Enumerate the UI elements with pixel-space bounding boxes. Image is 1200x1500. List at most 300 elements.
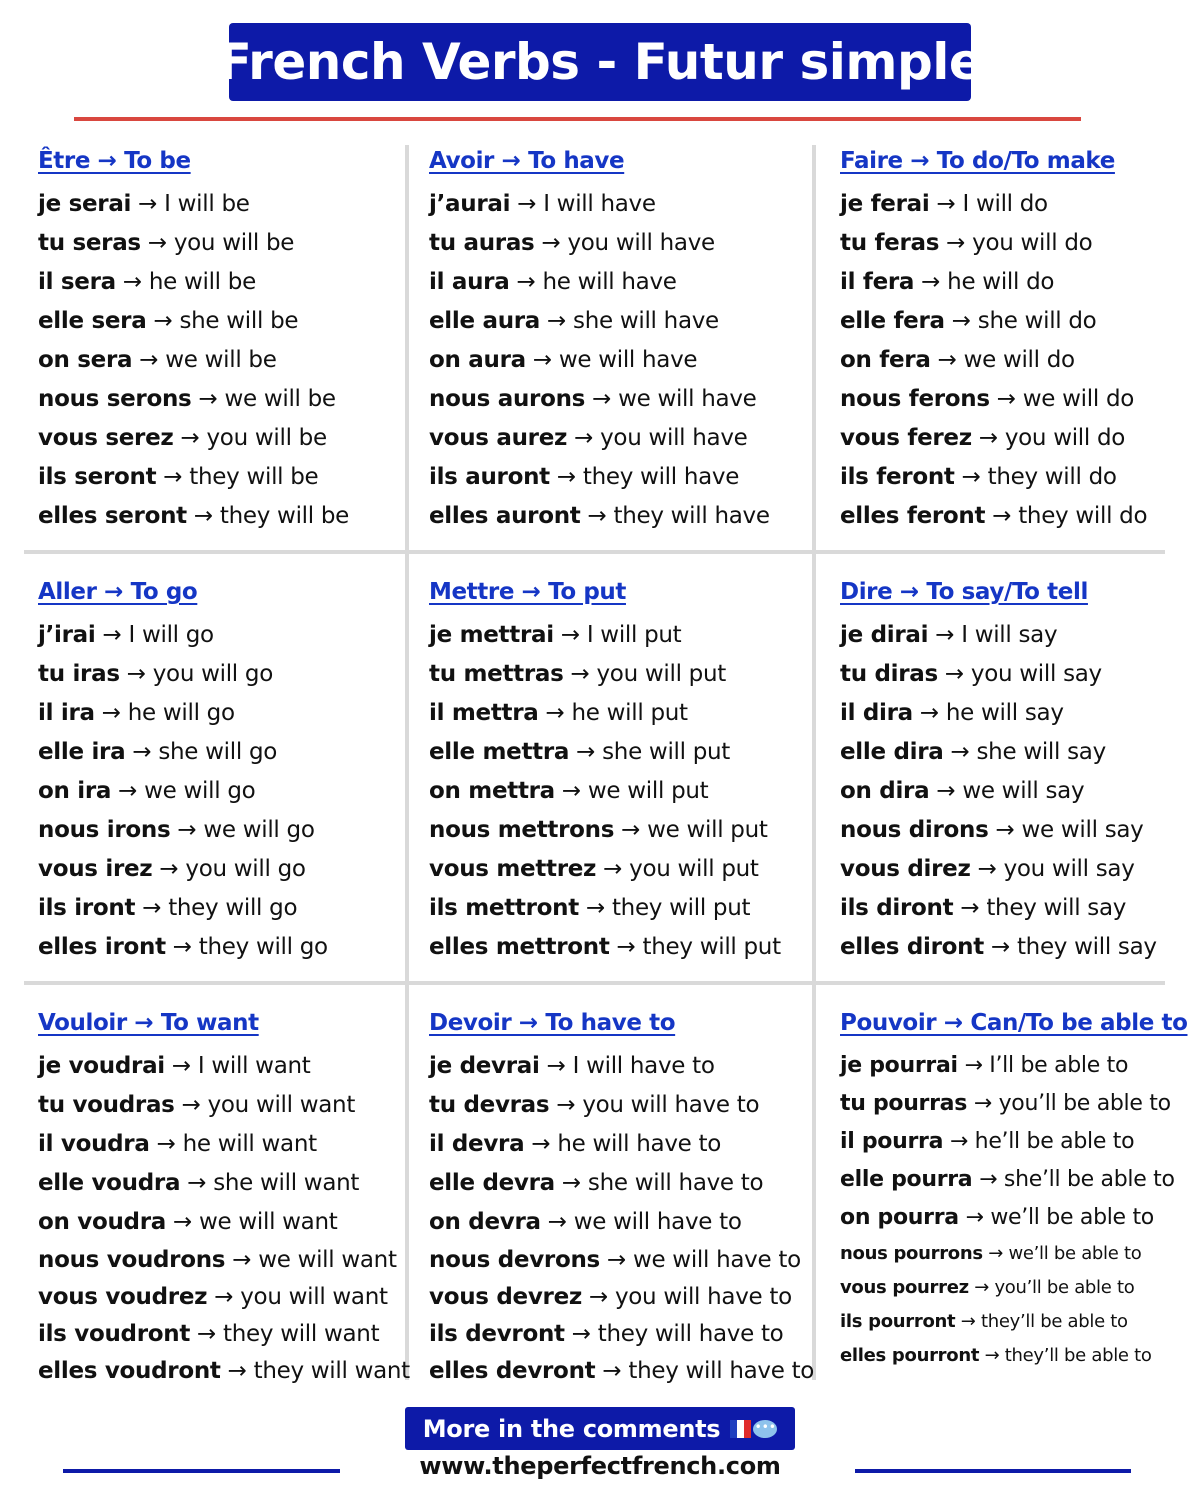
arrow-icon: → xyxy=(180,425,200,451)
english-translation: they will have xyxy=(613,503,770,529)
french-form: il sera xyxy=(38,269,116,295)
french-form: il devra xyxy=(429,1131,525,1157)
verb-block xyxy=(38,1008,410,1390)
conjugation-row xyxy=(429,1125,814,1164)
conjugation-row xyxy=(38,928,328,967)
english-translation: they will be xyxy=(219,503,350,529)
conjugation-row xyxy=(38,1242,410,1279)
conjugation-row xyxy=(38,224,349,263)
verb-heading[interactable]: Pouvoir → Can/To be able to xyxy=(840,1010,1188,1036)
arrow-icon: → xyxy=(556,1092,576,1118)
conjugation-row xyxy=(429,497,770,536)
arrow-icon: → xyxy=(921,269,941,295)
english-translation: we will put xyxy=(647,817,768,843)
arrow-icon: → xyxy=(621,817,641,843)
french-form: il mettra xyxy=(429,700,539,726)
conjugation-row xyxy=(38,1047,410,1086)
conjugation-row xyxy=(38,1164,410,1203)
arrow-icon: → xyxy=(949,1129,968,1154)
french-form: on voudra xyxy=(38,1209,166,1235)
english-translation: we will go xyxy=(203,817,315,843)
french-form: on dira xyxy=(840,778,930,804)
website-url[interactable]: www.theperfectfrench.com xyxy=(419,1452,781,1480)
arrow-icon: → xyxy=(961,464,981,490)
arrow-icon: → xyxy=(197,1321,217,1347)
arrow-icon: → xyxy=(979,1167,998,1192)
french-form: ils voudront xyxy=(38,1321,191,1347)
arrow-icon: → xyxy=(570,661,590,687)
english-translation: she will have to xyxy=(587,1170,764,1196)
french-form: j’irai xyxy=(38,622,96,648)
english-translation: they will say xyxy=(1016,934,1157,960)
conjugation-row xyxy=(429,1086,814,1125)
footer-rule-left xyxy=(63,1469,340,1473)
english-translation: they will have to xyxy=(628,1358,815,1384)
english-translation: she will have xyxy=(573,308,719,334)
english-translation: they will do xyxy=(987,464,1117,490)
conjugation-row xyxy=(38,694,328,733)
english-translation: we will say xyxy=(962,778,1085,804)
arrow-icon: → xyxy=(973,1091,992,1116)
french-form: je voudrai xyxy=(38,1053,165,1079)
french-form: tu devras xyxy=(429,1092,550,1118)
conjugation-row xyxy=(429,1316,814,1353)
french-form: vous aurez xyxy=(429,425,568,451)
arrow-icon: → xyxy=(132,739,152,765)
arrow-icon: → xyxy=(960,895,980,921)
french-form: tu mettras xyxy=(429,661,564,687)
verb-block xyxy=(840,1008,1188,1373)
verb-heading[interactable]: Devoir → To have to xyxy=(429,1010,676,1036)
french-form: tu iras xyxy=(38,661,120,687)
arrow-icon: → xyxy=(156,1131,176,1157)
title-divider xyxy=(74,117,1081,121)
conjugation-row xyxy=(429,1047,814,1086)
conjugation-row xyxy=(429,655,781,694)
french-form: elles seront xyxy=(38,503,187,529)
french-form: elles voudront xyxy=(38,1358,221,1384)
french-form: tu diras xyxy=(840,661,938,687)
arrow-icon: → xyxy=(171,1053,191,1079)
arrow-icon: → xyxy=(974,1277,990,1298)
english-translation: we will put xyxy=(587,778,709,804)
french-form: il ira xyxy=(38,700,95,726)
conjugation-row xyxy=(840,1237,1188,1271)
conjugation-row xyxy=(38,1203,410,1242)
conjugation-row xyxy=(38,1279,410,1316)
conjugation-row xyxy=(38,458,349,497)
english-translation: they will put xyxy=(611,895,751,921)
conjugation-row xyxy=(38,772,328,811)
english-translation: they will have to xyxy=(597,1321,784,1347)
french-form: elle voudra xyxy=(38,1170,181,1196)
comments-cta: More in the comments xyxy=(422,1414,721,1443)
french-form: tu auras xyxy=(429,230,535,256)
conjugation-row xyxy=(840,928,1157,967)
conjugation-row xyxy=(38,655,328,694)
conjugation-row xyxy=(429,928,781,967)
arrow-icon: → xyxy=(965,1205,984,1230)
arrow-icon: → xyxy=(576,739,596,765)
verb-block xyxy=(840,577,1157,967)
english-translation: we will be xyxy=(165,347,277,373)
english-translation: we will do xyxy=(963,347,1075,373)
english-translation: he will be xyxy=(148,269,256,295)
conjugation-row xyxy=(840,419,1147,458)
conjugation-row xyxy=(429,263,770,302)
arrow-icon: → xyxy=(990,934,1010,960)
footer-rule-right xyxy=(855,1469,1131,1473)
english-translation: they will want xyxy=(223,1321,380,1347)
english-translation: she will want xyxy=(213,1170,360,1196)
arrow-icon: → xyxy=(516,269,536,295)
arrow-icon: → xyxy=(163,464,183,490)
verb-block xyxy=(840,146,1147,536)
verb-block xyxy=(429,577,781,967)
conjugation-row xyxy=(840,1161,1188,1199)
french-form: nous voudrons xyxy=(38,1247,226,1273)
french-form: il dira xyxy=(840,700,913,726)
french-form: on mettra xyxy=(429,778,555,804)
title-banner xyxy=(217,23,983,101)
conjugation-row xyxy=(429,419,770,458)
conjugation-row xyxy=(38,497,349,536)
conjugation-row xyxy=(429,185,770,224)
conjugation-row xyxy=(429,380,770,419)
french-form: ils diront xyxy=(840,895,954,921)
arrow-icon: → xyxy=(172,934,192,960)
french-form: elles auront xyxy=(429,503,581,529)
arrow-icon: → xyxy=(616,934,636,960)
english-translation: I’ll be able to xyxy=(989,1053,1129,1078)
french-form: nous serons xyxy=(38,386,192,412)
arrow-icon: → xyxy=(546,1053,566,1079)
english-translation: we will want xyxy=(258,1247,397,1273)
french-form: nous ferons xyxy=(840,386,990,412)
conjugation-row xyxy=(38,889,328,928)
conjugation-row xyxy=(429,341,770,380)
english-translation: I will say xyxy=(961,622,1058,648)
arrow-icon: → xyxy=(944,661,964,687)
english-translation: he will say xyxy=(945,700,1064,726)
english-translation: you will want xyxy=(207,1092,356,1118)
conjugation-row xyxy=(840,224,1147,263)
conjugation-row xyxy=(429,1353,814,1390)
english-translation: you will say xyxy=(1003,856,1135,882)
conjugation-row xyxy=(38,185,349,224)
conjugation-row xyxy=(840,497,1147,536)
french-form: elle mettra xyxy=(429,739,570,765)
arrow-icon: → xyxy=(531,1131,551,1157)
english-translation: you’ll be able to xyxy=(994,1277,1135,1298)
conjugation-row xyxy=(429,616,781,655)
verb-block xyxy=(429,1008,814,1390)
arrow-icon: → xyxy=(951,308,971,334)
english-translation: you will do xyxy=(972,230,1093,256)
french-flag-icon xyxy=(730,1420,751,1438)
english-translation: we will have xyxy=(618,386,757,412)
french-form: elle devra xyxy=(429,1170,555,1196)
conjugation-row xyxy=(840,850,1157,889)
arrow-icon: → xyxy=(187,1170,207,1196)
arrow-icon: → xyxy=(232,1247,252,1273)
french-form: vous irez xyxy=(38,856,153,882)
english-translation: we’ll be able to xyxy=(1008,1243,1142,1264)
conjugation-row xyxy=(840,1271,1188,1305)
arrow-icon: → xyxy=(181,1092,201,1118)
french-form: je ferai xyxy=(840,191,930,217)
french-form: vous ferez xyxy=(840,425,972,451)
conjugation-row xyxy=(429,302,770,341)
row-divider-1 xyxy=(24,550,1165,554)
conjugation-row xyxy=(38,1353,410,1390)
arrow-icon: → xyxy=(561,778,581,804)
english-translation: you will have to xyxy=(582,1092,760,1118)
conjugation-row xyxy=(840,733,1157,772)
french-form: elles mettront xyxy=(429,934,610,960)
french-form: elle fera xyxy=(840,308,945,334)
english-translation: I will want xyxy=(197,1053,311,1079)
arrow-icon: → xyxy=(587,503,607,529)
english-translation: you will have to xyxy=(614,1284,792,1310)
verb-heading[interactable]: Mettre → To put xyxy=(429,579,626,605)
arrow-icon: → xyxy=(936,191,956,217)
french-form: il voudra xyxy=(38,1131,150,1157)
english-translation: we will be xyxy=(224,386,336,412)
arrow-icon: → xyxy=(147,230,167,256)
french-form: tu voudras xyxy=(38,1092,175,1118)
arrow-icon: → xyxy=(988,1243,1004,1264)
conjugation-row xyxy=(840,772,1157,811)
arrow-icon: → xyxy=(102,622,122,648)
french-form: ils iront xyxy=(38,895,136,921)
arrow-icon: → xyxy=(101,700,121,726)
french-form: elle ira xyxy=(38,739,126,765)
arrow-icon: → xyxy=(964,1053,983,1078)
verb-heading[interactable]: Aller → To go xyxy=(38,579,198,605)
arrow-icon: → xyxy=(588,1284,608,1310)
arrow-icon: → xyxy=(574,425,594,451)
arrow-icon: → xyxy=(122,269,142,295)
english-translation: he will put xyxy=(571,700,688,726)
conjugation-row xyxy=(429,1242,814,1279)
english-translation: she’ll be able to xyxy=(1003,1167,1175,1192)
conjugation-row xyxy=(840,694,1157,733)
french-form: vous serez xyxy=(38,425,174,451)
english-translation: she will be xyxy=(179,308,299,334)
speech-bubble-icon: ••• xyxy=(753,1420,777,1438)
conjugation-row xyxy=(38,302,349,341)
conjugation-row xyxy=(38,850,328,889)
arrow-icon: → xyxy=(561,1170,581,1196)
french-form: on sera xyxy=(38,347,133,373)
french-form: il aura xyxy=(429,269,510,295)
english-translation: they’ll be able to xyxy=(1004,1345,1152,1366)
verb-heading[interactable]: Avoir → To have xyxy=(429,148,625,174)
french-form: vous devrez xyxy=(429,1284,582,1310)
english-translation: he will do xyxy=(947,269,1055,295)
french-form: elle aura xyxy=(429,308,541,334)
french-form: il pourra xyxy=(840,1129,944,1154)
french-form: nous irons xyxy=(38,817,171,843)
english-translation: they will go xyxy=(198,934,328,960)
conjugation-row xyxy=(840,1123,1188,1161)
french-form: je serai xyxy=(38,191,132,217)
arrow-icon: → xyxy=(937,347,957,373)
verb-block xyxy=(38,146,349,536)
french-form: elle sera xyxy=(38,308,147,334)
english-translation: you will be xyxy=(206,425,327,451)
conjugation-row xyxy=(429,733,781,772)
french-form: il fera xyxy=(840,269,915,295)
arrow-icon: → xyxy=(602,1358,622,1384)
conjugation-row xyxy=(38,1125,410,1164)
french-form: nous devrons xyxy=(429,1247,600,1273)
french-form: on ira xyxy=(38,778,112,804)
arrow-icon: → xyxy=(159,856,179,882)
english-translation: you will go xyxy=(152,661,273,687)
french-form: elles devront xyxy=(429,1358,596,1384)
arrow-icon: → xyxy=(153,308,173,334)
verb-heading[interactable]: Faire → To do/To make xyxy=(840,148,1115,174)
english-translation: I will have to xyxy=(572,1053,715,1079)
conjugation-row xyxy=(38,263,349,302)
arrow-icon: → xyxy=(992,503,1012,529)
english-translation: he will have xyxy=(542,269,677,295)
french-form: ils mettront xyxy=(429,895,579,921)
conjugation-row xyxy=(38,733,328,772)
comments-banner[interactable] xyxy=(405,1407,795,1450)
conjugation-row xyxy=(840,1339,1188,1373)
arrow-icon: → xyxy=(556,464,576,490)
french-form: on fera xyxy=(840,347,931,373)
arrow-icon: → xyxy=(118,778,138,804)
conjugation-row xyxy=(840,889,1157,928)
french-form: nous mettrons xyxy=(429,817,615,843)
french-form: je dirai xyxy=(840,622,929,648)
english-translation: I will go xyxy=(128,622,214,648)
english-translation: they will be xyxy=(189,464,319,490)
arrow-icon: → xyxy=(977,856,997,882)
arrow-icon: → xyxy=(193,503,213,529)
arrow-icon: → xyxy=(517,191,537,217)
conjugation-row xyxy=(429,1164,814,1203)
conjugation-row xyxy=(429,224,770,263)
french-form: on pourra xyxy=(840,1205,959,1230)
french-form: vous voudrez xyxy=(38,1284,208,1310)
conjugation-row xyxy=(38,380,349,419)
english-translation: they will have xyxy=(582,464,740,490)
english-translation: she will do xyxy=(977,308,1097,334)
conjugation-row xyxy=(840,1085,1188,1123)
conjugation-row xyxy=(840,616,1157,655)
conjugation-row xyxy=(840,302,1147,341)
arrow-icon: → xyxy=(935,622,955,648)
arrow-icon: → xyxy=(177,817,197,843)
french-form: vous direz xyxy=(840,856,971,882)
arrow-icon: → xyxy=(541,230,561,256)
conjugation-row xyxy=(840,341,1147,380)
english-translation: they’ll be able to xyxy=(980,1311,1128,1332)
page-title: French Verbs - Futur simple xyxy=(217,33,983,91)
french-form: nous dirons xyxy=(840,817,989,843)
arrow-icon: → xyxy=(978,425,998,451)
conjugation-row xyxy=(840,263,1147,302)
english-translation: she will put xyxy=(602,739,731,765)
conjugation-row xyxy=(38,1086,410,1125)
arrow-icon: → xyxy=(592,386,612,412)
arrow-icon: → xyxy=(173,1209,192,1235)
arrow-icon: → xyxy=(606,1247,626,1273)
arrow-icon: → xyxy=(126,661,146,687)
conjugation-row xyxy=(840,380,1147,419)
english-translation: they will go xyxy=(168,895,298,921)
conjugation-row xyxy=(840,1305,1188,1339)
conjugation-row xyxy=(840,458,1147,497)
english-translation: we will have to xyxy=(573,1209,742,1235)
arrow-icon: → xyxy=(585,895,605,921)
english-translation: I will do xyxy=(962,191,1048,217)
english-translation: we will say xyxy=(1021,817,1144,843)
english-translation: we will have to xyxy=(632,1247,801,1273)
arrow-icon: → xyxy=(919,700,939,726)
english-translation: we will do xyxy=(1022,386,1135,412)
french-form: ils devront xyxy=(429,1321,565,1347)
english-translation: I will be xyxy=(164,191,250,217)
english-translation: he will have to xyxy=(557,1131,721,1157)
arrow-icon: → xyxy=(603,856,623,882)
english-translation: you’ll be able to xyxy=(998,1091,1171,1116)
conjugation-row xyxy=(429,1203,814,1242)
verb-heading[interactable]: Vouloir → To want xyxy=(38,1010,259,1036)
arrow-icon: → xyxy=(138,191,158,217)
french-form: elles diront xyxy=(840,934,984,960)
conjugation-row xyxy=(429,889,781,928)
verb-block xyxy=(38,577,328,967)
conjugation-row xyxy=(38,419,349,458)
french-form: on devra xyxy=(429,1209,541,1235)
conjugation-row xyxy=(429,850,781,889)
english-translation: I will have xyxy=(543,191,656,217)
verb-heading[interactable]: Être → To be xyxy=(38,148,191,174)
french-form: vous mettrez xyxy=(429,856,597,882)
arrow-icon: → xyxy=(984,1345,1000,1366)
french-form: elles iront xyxy=(38,934,166,960)
french-form: tu pourras xyxy=(840,1091,968,1116)
english-translation: we’ll be able to xyxy=(990,1205,1154,1230)
conjugation-row xyxy=(38,1316,410,1353)
english-translation: I will put xyxy=(586,622,682,648)
conjugation-row xyxy=(429,772,781,811)
french-form: vous pourrez xyxy=(840,1277,969,1298)
arrow-icon: → xyxy=(142,895,162,921)
french-form: elle dira xyxy=(840,739,944,765)
english-translation: we will want xyxy=(199,1209,338,1235)
english-translation: you will be xyxy=(173,230,295,256)
english-translation: you will have xyxy=(600,425,748,451)
french-form: tu seras xyxy=(38,230,141,256)
french-form: elles pourront xyxy=(840,1345,980,1366)
verb-heading[interactable]: Dire → To say/To tell xyxy=(840,579,1088,605)
french-form: elle pourra xyxy=(840,1167,973,1192)
arrow-icon: → xyxy=(936,778,956,804)
english-translation: she will say xyxy=(976,739,1106,765)
french-form: elles feront xyxy=(840,503,986,529)
row-divider-2 xyxy=(24,981,1165,985)
conjugation-row xyxy=(38,811,328,850)
arrow-icon: → xyxy=(560,622,580,648)
french-form: tu feras xyxy=(840,230,940,256)
